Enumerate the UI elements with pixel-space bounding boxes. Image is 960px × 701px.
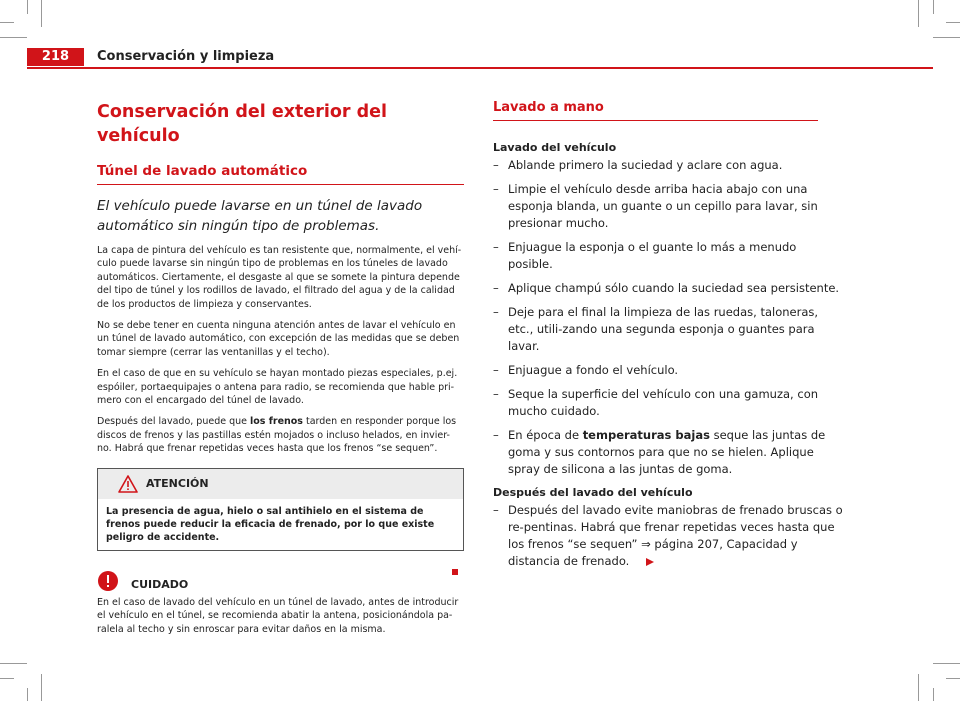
temp-text-before: En época de bbox=[508, 428, 583, 442]
list-dash: – bbox=[493, 503, 499, 517]
warning-header bbox=[98, 469, 463, 499]
list-item-text: Deje para el final la limpieza de las ruedas, taloneras, etc., utili-zando una segunda esponja o guantes para lavar. bbox=[508, 305, 819, 353]
crop-mark bbox=[27, 0, 28, 14]
crop-mark bbox=[41, 0, 42, 27]
subsection-title: Túnel de lavado automático bbox=[97, 163, 464, 185]
warning-text: La presencia de agua, hielo o sal antihielo en el sistema de frenos puede reducir la eficacia de frenado, por lo que existe peligro de accidente. bbox=[106, 505, 435, 543]
brake-text-before: Después del lavado, puede que bbox=[97, 416, 251, 428]
list-item bbox=[493, 427, 843, 478]
warning-triangle-icon bbox=[118, 475, 138, 493]
arrow-right-icon bbox=[645, 557, 655, 567]
caution-title: CUIDADO bbox=[131, 578, 189, 592]
right-section-title: Lavado a mano bbox=[493, 100, 818, 121]
crop-mark bbox=[933, 663, 960, 664]
washing-steps bbox=[493, 157, 843, 478]
paragraph: En el caso de que en su vehículo se hayan montado piezas especiales, p.ej. espóiler, portaequipajes o antena para radio, se recomienda que hable pri-mero con el encargado del túnel de lavado. bbox=[97, 368, 458, 407]
crop-mark bbox=[0, 37, 27, 38]
crop-mark bbox=[946, 678, 960, 679]
crop-mark bbox=[933, 37, 960, 38]
end-of-section-marker bbox=[452, 569, 458, 575]
brake-paragraph bbox=[97, 415, 464, 455]
list-dash: – bbox=[493, 182, 499, 196]
list-dash: – bbox=[493, 428, 499, 442]
crop-mark bbox=[933, 688, 934, 701]
brake-text-after: tarden en responder porque los discos de frenos y las pastillas estén mojados o incluso helados, en invier-no. Habrá que frenar repetidas veces hasta que los frenos “se sequen”. bbox=[97, 416, 457, 455]
paragraph: La capa de pintura del vehículo es tan resistente que, normalmente, el vehí-culo puede lavarse sin ningún tipo de problemas en los túneles de lavado automáticos. Ciertamente, el desgaste al que se somete la pintura depende del tipo de túnel y los rodillos de lavado, el filtrado del agua y de la calidad de los productos de limpieza y conservantes. bbox=[97, 245, 462, 310]
list-item-text bbox=[508, 502, 843, 570]
chapter-title: Conservación y limpieza bbox=[97, 49, 275, 64]
after-washing-steps bbox=[493, 502, 843, 570]
left-column bbox=[97, 100, 464, 636]
header-rule bbox=[27, 67, 933, 69]
list-item bbox=[493, 386, 843, 420]
washing-subtitle: Lavado del vehículo bbox=[493, 141, 617, 154]
warning-box bbox=[97, 468, 464, 551]
list-dash: – bbox=[493, 240, 499, 254]
crop-mark bbox=[0, 663, 27, 664]
temp-text-bold: temperaturas bajas bbox=[582, 428, 710, 442]
list-item-text: Ablande primero la suciedad y aclare con agua. bbox=[508, 158, 783, 172]
crop-mark bbox=[946, 22, 960, 23]
list-item bbox=[493, 280, 843, 297]
list-dash: – bbox=[493, 305, 499, 319]
list-dash: – bbox=[493, 387, 499, 401]
list-item bbox=[493, 362, 843, 379]
crop-mark bbox=[27, 688, 28, 701]
list-item-text: Aplique champú sólo cuando la suciedad sea persistente. bbox=[508, 281, 840, 295]
after-washing-subtitle: Después del lavado del vehículo bbox=[493, 486, 693, 499]
list-dash: – bbox=[493, 363, 499, 377]
section-title: Conservación del exterior del vehículo bbox=[97, 102, 388, 146]
list-item bbox=[493, 239, 843, 273]
caution-block bbox=[97, 569, 464, 636]
warning-title: ATENCIÓN bbox=[146, 477, 209, 491]
list-item-text: Limpie el vehículo desde arriba hacia abajo con una esponja blanda, un guante o un cepillo para lavar, sin presionar mucho. bbox=[508, 182, 818, 230]
crop-mark bbox=[41, 674, 42, 701]
list-item bbox=[493, 304, 843, 355]
crop-mark bbox=[0, 678, 14, 679]
crop-mark bbox=[918, 0, 919, 27]
right-column bbox=[493, 100, 843, 570]
list-item bbox=[493, 502, 843, 570]
paragraph: No se debe tener en cuenta ninguna atención antes de lavar el vehículo en un túnel de lavado automático, con excepción de las medidas que se deben tomar siempre (cerrar las ventanillas y el techo). bbox=[97, 320, 460, 358]
exclamation-circle-icon bbox=[97, 570, 119, 592]
crop-mark bbox=[918, 674, 919, 701]
list-item bbox=[493, 157, 843, 174]
list-item-text bbox=[508, 427, 843, 478]
lead-text: El vehículo puede lavarse en un túnel de lavado automático sin ningún tipo de problemas. bbox=[97, 198, 423, 234]
page-number: 218 bbox=[27, 48, 84, 66]
brake-text-bold: los frenos bbox=[250, 416, 303, 428]
list-item-text: Enjuague la esponja o el guante lo más a menudo posible. bbox=[508, 240, 797, 271]
crop-mark bbox=[933, 0, 934, 14]
list-dash: – bbox=[493, 281, 499, 295]
list-item-text: Enjuague a fondo el vehículo. bbox=[508, 363, 679, 377]
caution-text: En el caso de lavado del vehículo en un túnel de lavado, antes de introducir el vehículo en el túnel, se recomienda abatir la antena, posicionándola pa-ralela al techo y sin enroscar para evitar daños en la misma. bbox=[97, 596, 459, 635]
list-dash: – bbox=[493, 158, 499, 172]
caution-header bbox=[97, 569, 464, 593]
crop-mark bbox=[0, 22, 14, 23]
after-item-text: Después del lavado evite maniobras de frenado bruscas o re-pentinas. Habrá que frenar repetidas veces hasta que los frenos “se sequen” ⇒ página 207, Capacidad y distancia de frenado. bbox=[508, 503, 843, 568]
list-item-text: Seque la superficie del vehículo con una gamuza, con mucho cuidado. bbox=[508, 387, 819, 418]
temp-text-after: seque las juntas de goma y sus contornos para que no se hielen. Aplique spray de silicona a las juntas de goma. bbox=[508, 428, 826, 476]
list-item bbox=[493, 181, 843, 232]
